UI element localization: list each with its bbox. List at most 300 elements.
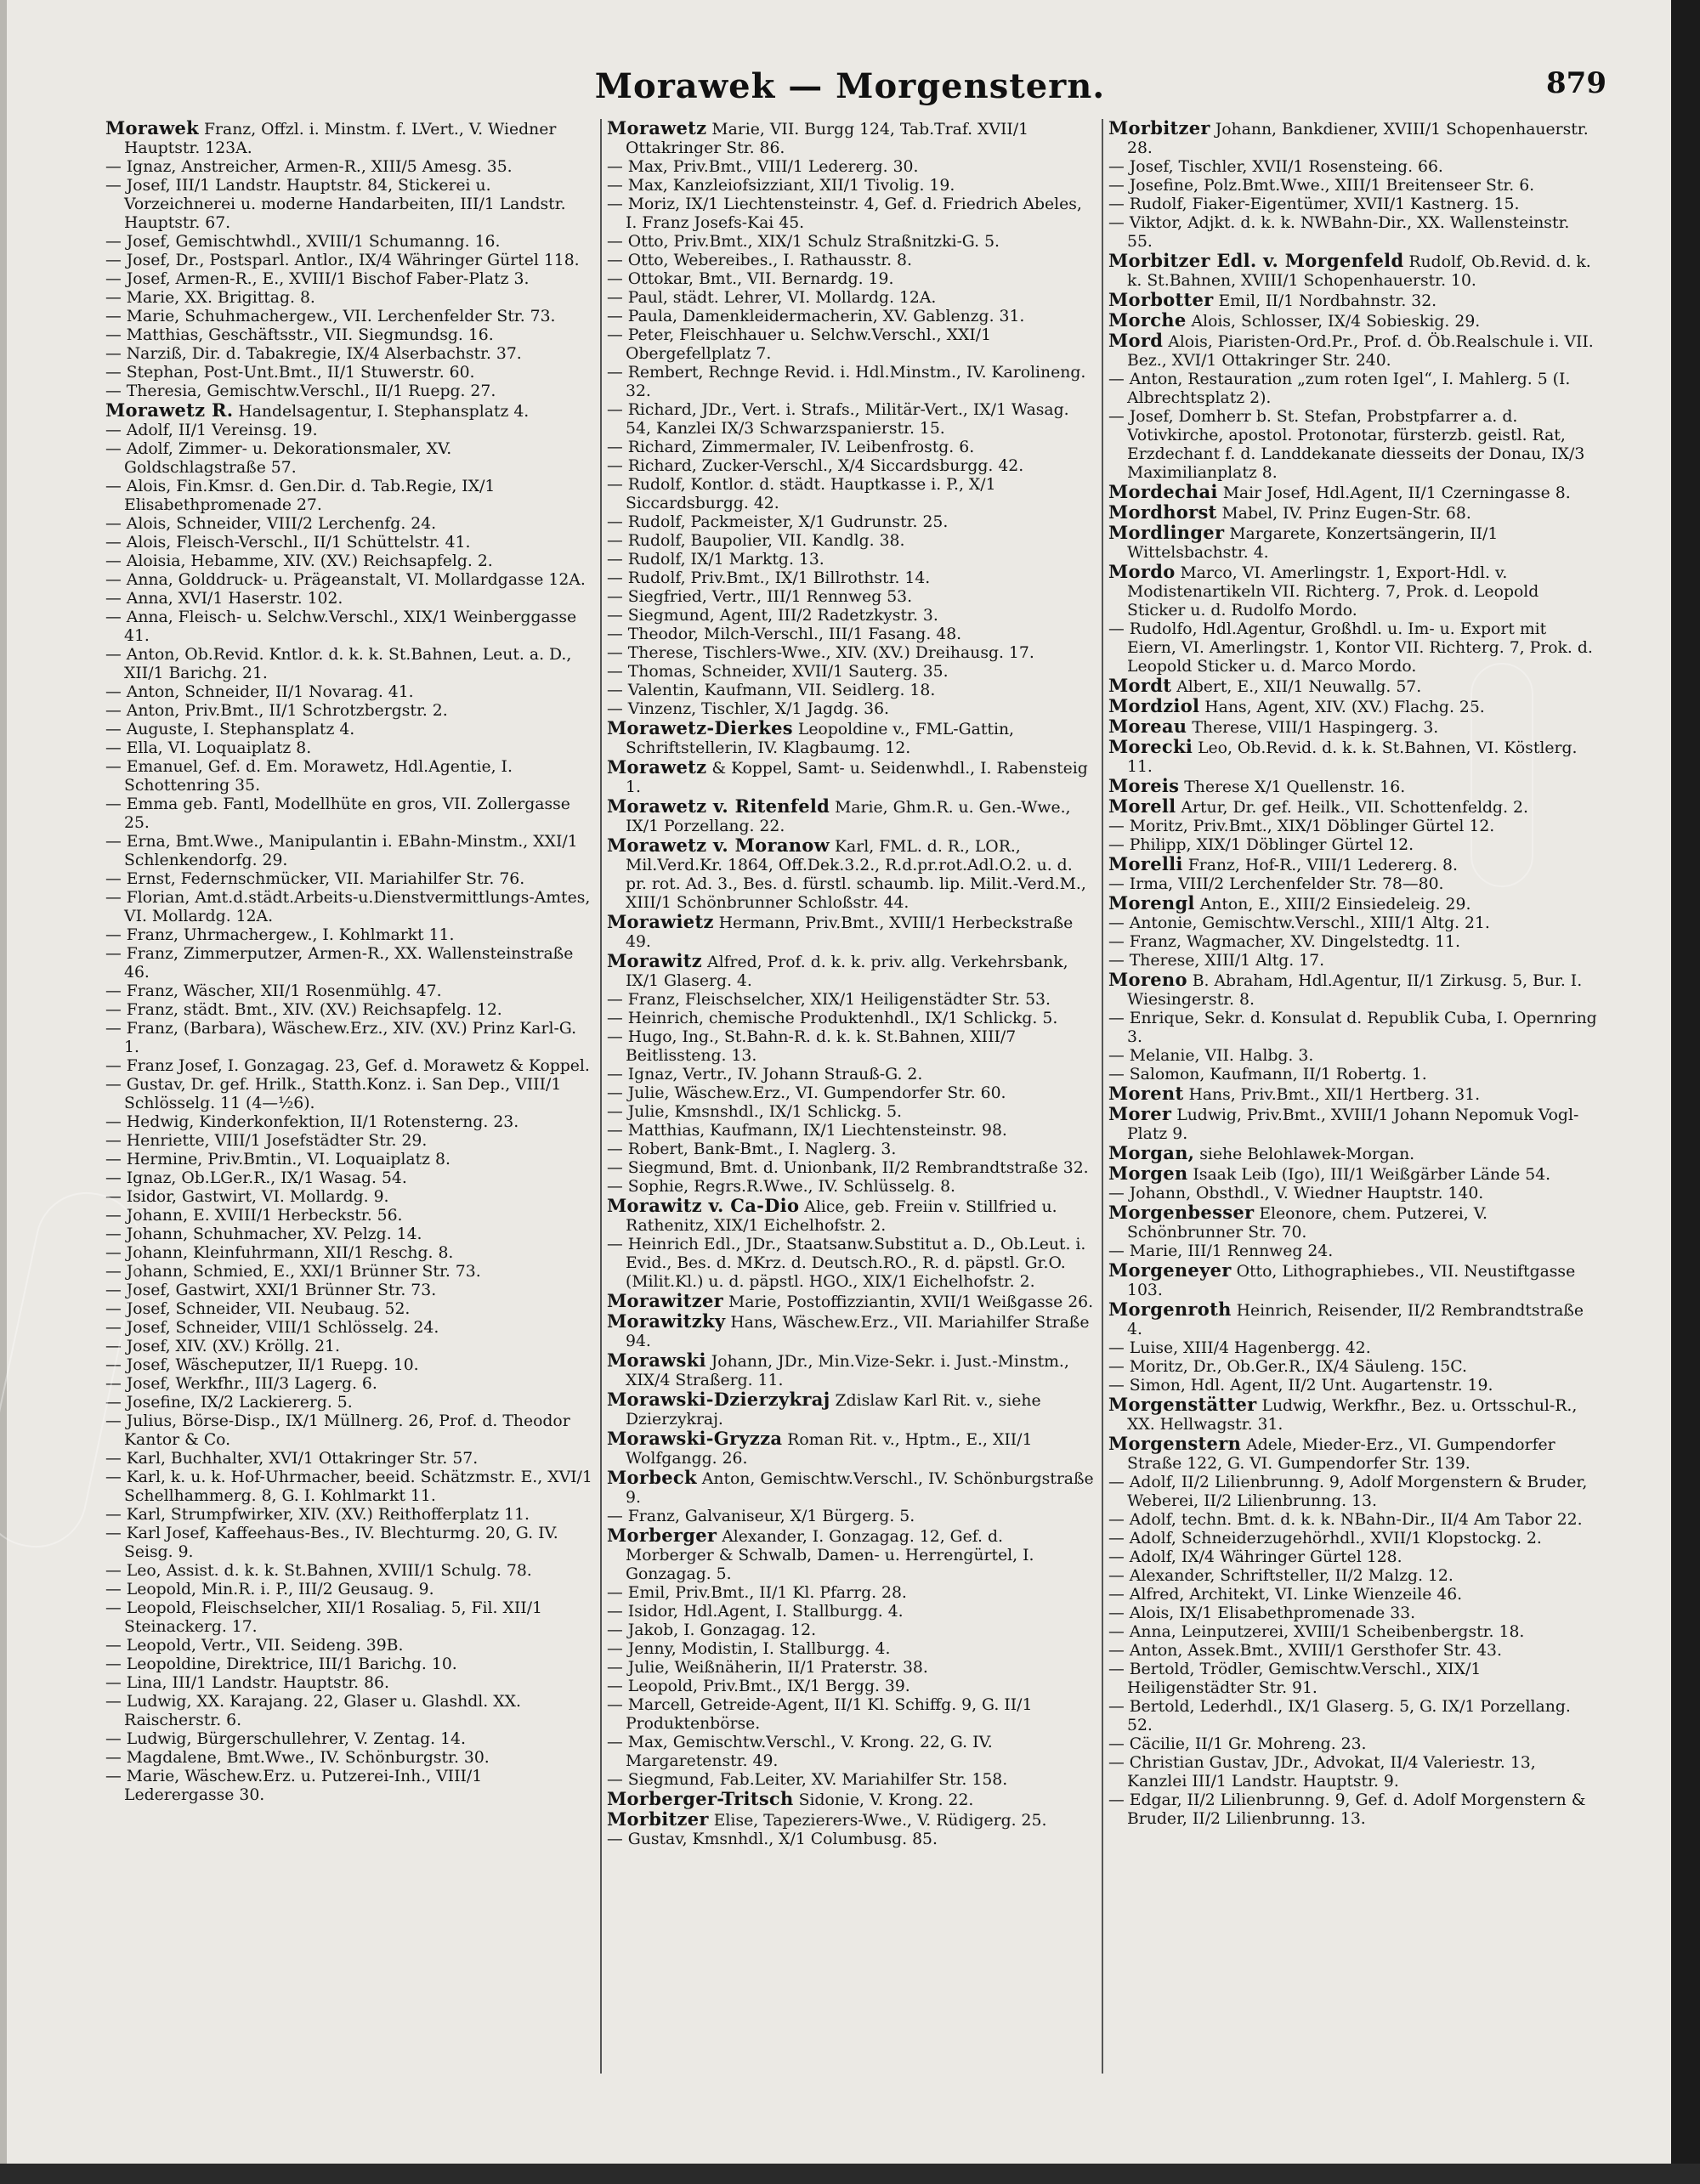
entry-surname: Morawetz v. Moranow xyxy=(607,835,830,856)
directory-entry xyxy=(105,702,593,721)
directory-entry xyxy=(1108,331,1598,371)
entry-surname: Morawski-Gryzza xyxy=(607,1428,783,1449)
entry-text: — Aloisia, Hebamme, XIV. (XV.) Reichsapfelg. 2. xyxy=(105,552,493,570)
scan-bottom-edge xyxy=(0,2164,1700,2184)
entry-text: — Siegfried, Vertr., III/1 Rennweg 53. xyxy=(607,588,913,606)
entry-surname: Morgenstätter xyxy=(1108,1394,1257,1415)
directory-entry xyxy=(105,739,593,758)
entry-text: — Karl Josef, Kaffeehaus-Bes., IV. Blechturmg. 20, G. IV. Seisg. 9. xyxy=(105,1525,558,1561)
entry-text: Marco, VI. Amerlingstr. 1, Export-Hdl. v. Modistenartikeln VII. Richterg. 7, Prok. d. Leopold Sticker u. d. Rudolfo Mordo. xyxy=(1127,564,1539,620)
directory-entry xyxy=(607,195,1095,233)
directory-entry xyxy=(1108,970,1598,1010)
entry-text: — Moritz, Priv.Bmt., XIX/1 Döblinger Gürtel 12. xyxy=(1108,818,1495,835)
entry-text: — Marie, III/1 Rennweg 24. xyxy=(1108,1242,1334,1260)
column-2 xyxy=(602,119,1103,2074)
entry-text: — Karl, k. u. k. Hof-Uhrmacher, beeid. Schätzmstr. E., XVI/1 Schellhammerg. 8, G. I. Kohlmarkt 11. xyxy=(105,1468,592,1505)
directory-entry xyxy=(1108,1754,1598,1791)
entry-text: Sidonie, V. Krong. 22. xyxy=(798,1791,974,1809)
entry-text: Hans, Wäschew.Erz., VII. Mariahilfer Straße 94. xyxy=(626,1314,1090,1350)
directory-entry xyxy=(105,158,593,177)
entry-text: Franz, Hof-R., VIII/1 Ledererg. 8. xyxy=(1187,857,1458,874)
directory-entry xyxy=(105,1562,593,1581)
directory-entry xyxy=(105,1244,593,1263)
entry-text: — Josef, Domherr b. St. Stefan, Probstpfarrer a. d. Votivkirche, apostol. Protonotar, fürsterzb. geistl. Rat, Erzdechant f. d. Landdekanate diesseits der Donau, IX/3 Maximilianplatz 8. xyxy=(1108,408,1585,482)
directory-entry xyxy=(607,1810,1095,1830)
directory-entry xyxy=(105,721,593,739)
entry-surname: Morecki xyxy=(1108,736,1193,757)
entry-text: — Therese, Tischlers-Wwe., XIV. (XV.) Dreihausg. 17. xyxy=(607,644,1034,662)
entry-text: — Siegmund, Agent, III/2 Radetzkystr. 3. xyxy=(607,607,938,625)
entry-text: Marie, VII. Burgg 124, Tab.Traf. XVII/1 Ottakringer Str. 86. xyxy=(626,121,1029,157)
entry-text: Alice, geb. Freiin v. Stillfried u. Rathenitz, XIX/1 Eichelhofstr. 2. xyxy=(626,1198,1057,1235)
directory-entry xyxy=(1108,311,1598,331)
directory-entry xyxy=(1108,1339,1598,1358)
entry-surname: Morawetz xyxy=(607,119,707,139)
entry-text: Isaak Leib (Igo), III/1 Weißgärber Lände 54. xyxy=(1193,1166,1551,1184)
directory-entry xyxy=(1108,875,1598,894)
entry-text: Elise, Tapezierers-Wwe., V. Rüdigerg. 25. xyxy=(713,1812,1047,1830)
entry-text: — Christian Gustav, JDr., Advokat, II/4 Valeriestr. 13, Kanzlei III/1 Landstr. Hauptstr. 9. xyxy=(1108,1754,1536,1791)
directory-entry xyxy=(607,1621,1095,1640)
directory-entry xyxy=(607,308,1095,326)
directory-entry xyxy=(105,515,593,534)
entry-surname: Morberger xyxy=(607,1525,717,1546)
directory-entry xyxy=(607,1696,1095,1734)
column-3 xyxy=(1103,119,1605,2074)
directory-entry xyxy=(607,836,1095,913)
entry-text: — Narziß, Dir. d. Tabakregie, IX/4 Alserbachstr. 37. xyxy=(105,345,522,363)
entry-text: — Heinrich, chemische Produktenhdl., IX/1 Schlickg. 5. xyxy=(607,1010,1058,1027)
entry-text: — Adolf, Zimmer- u. Dekorationsmaler, XV. Goldschlagstraße 57. xyxy=(105,440,452,477)
entry-surname: Mord xyxy=(1108,330,1164,351)
directory-entry xyxy=(607,913,1095,952)
entry-text: — Marie, Wäschew.Erz. u. Putzerei-Inh., VIII/1 Lederergasse 30. xyxy=(105,1768,483,1804)
entry-text: — Josef, Schneider, VIII/1 Schlösselg. 24. xyxy=(105,1319,439,1337)
entry-text: — Anton, Priv.Bmt., II/1 Schrotzbergstr. 2. xyxy=(105,702,448,720)
entry-text: — Adolf, Schneiderzugehörhdl., XVII/1 Klopstockg. 2. xyxy=(1108,1530,1542,1547)
directory-entry xyxy=(105,646,593,683)
directory-entry xyxy=(607,1390,1095,1429)
directory-entry xyxy=(607,607,1095,625)
entry-text: — Josef, Werkfhr., III/3 Lagerg. 6. xyxy=(105,1375,377,1393)
directory-entry xyxy=(607,177,1095,195)
entry-text: B. Abraham, Hdl.Agentur, II/1 Zirkusg. 5, Bur. I. Wiesingerstr. 8. xyxy=(1127,972,1583,1009)
entry-text: — Ignaz, Ob.LGer.R., IX/1 Wasag. 54. xyxy=(105,1169,407,1187)
entry-text: — Johann, Kleinfuhrmann, XII/1 Reschg. 8. xyxy=(105,1244,454,1262)
directory-entry xyxy=(105,758,593,795)
entry-text: — Ottokar, Bmt., VII. Bernardg. 19. xyxy=(607,270,894,288)
directory-entry xyxy=(607,1659,1095,1678)
entry-surname: Morawetz R. xyxy=(105,399,234,421)
entry-text: — Isidor, Gastwirt, VI. Mollardg. 9. xyxy=(105,1188,389,1206)
entry-text: — Theresia, Gemischtw.Verschl., II/1 Ruepg. 27. xyxy=(105,382,496,400)
entry-text: — Moritz, Dr., Ob.Ger.R., IX/4 Säuleng. 15C. xyxy=(1108,1358,1467,1376)
entry-text: — Peter, Fleischhauer u. Selchw.Verschl., XXI/1 Obergefellplatz 7. xyxy=(607,326,992,363)
entry-text: — Vinzenz, Tischler, X/1 Jagdg. 36. xyxy=(607,700,890,718)
entry-text: — Philipp, XIX/1 Döblinger Gürtel 12. xyxy=(1108,836,1414,854)
entry-text: — Anna, Leinputzerei, XVIII/1 Scheibenbergstr. 18. xyxy=(1108,1623,1525,1641)
entry-text: — Josefine, IX/2 Lackiererg. 5. xyxy=(105,1394,353,1412)
entry-text: Margarete, Konzertsängerin, II/1 Wittelsbachstr. 4. xyxy=(1127,525,1499,562)
entry-text: — Johann, Schmied, E., XXI/1 Brünner Str. 73. xyxy=(105,1263,481,1281)
entry-text: — Otto, Webereibes., I. Rathausstr. 8. xyxy=(607,252,912,269)
entry-text: Ludwig, Priv.Bmt., XVIII/1 Johann Nepomuk Vogl-Platz 9. xyxy=(1127,1106,1579,1143)
entry-text: — Leopold, Vertr., VII. Seideng. 39B. xyxy=(105,1637,404,1655)
directory-entry xyxy=(1108,195,1598,214)
entry-text: — Karl, Buchhalter, XVI/1 Ottakringer Str. 57. xyxy=(105,1450,479,1468)
entry-text: — Rudolfo, Hdl.Agentur, Großhdl. u. Im- u. Export mit Eiern, VI. Amerlingstr. 1, Kontor VII. Richterg. 7, Prok. d. Leopold Sticker u. d. Marco Mordo. xyxy=(1108,620,1593,676)
entry-text: Emil, II/1 Nordbahnstr. 32. xyxy=(1218,292,1437,310)
directory-entry xyxy=(105,440,593,478)
directory-entry xyxy=(105,1674,593,1693)
directory-entry xyxy=(1108,408,1598,483)
entry-text: — Viktor, Adjkt. d. k. k. NWBahn-Dir., XX. Wallensteinstr. 55. xyxy=(1108,214,1570,251)
directory-entry xyxy=(105,177,593,233)
directory-entry xyxy=(1108,1105,1598,1144)
directory-entry xyxy=(105,1282,593,1300)
page-title: Morawek — Morgenstern. xyxy=(594,66,1106,106)
entry-text: — Rembert, Rechnge Revid. i. Hdl.Minstm., IV. Karolineng. 32. xyxy=(607,364,1086,400)
entry-text: — Heinrich Edl., JDr., Staatsanw.Substitut a. D., Ob.Leut. i. Evid., Bes. d. MKrz. d. Deutsch.RO., R. d. päpstl. Gr.O. (Milit.Kl.) u. d. päpstl. HGO., XIX/1 Eichelhofstr. 2. xyxy=(607,1236,1086,1291)
directory-entry xyxy=(607,1066,1095,1084)
entry-text: Alois, Schlosser, IX/4 Sobieskig. 29. xyxy=(1191,313,1481,331)
directory-entry xyxy=(607,758,1095,797)
entry-text: — Paula, Damenkleidermacherin, XV. Gablenzg. 31. xyxy=(607,308,1025,325)
directory-entry xyxy=(105,1319,593,1338)
entry-text: — Alois, Fleisch-Verschl., II/1 Schüttelstr. 41. xyxy=(105,534,471,552)
directory-entry xyxy=(105,1356,593,1375)
entry-text: — Gustav, Kmsnhdl., X/1 Columbusg. 85. xyxy=(607,1830,938,1848)
directory-entry xyxy=(1108,371,1598,408)
entry-text: — Franz, Wäscher, XII/1 Rosenmühlg. 47. xyxy=(105,982,442,1000)
entry-surname: Moreis xyxy=(1108,775,1180,796)
entry-surname: Morelli xyxy=(1108,853,1183,874)
entry-surname: Morgenstern xyxy=(1108,1433,1242,1454)
entry-text: Zdislaw Karl Rit. v., siehe Dzierzykraj. xyxy=(626,1392,1041,1429)
directory-entry xyxy=(105,1749,593,1768)
directory-entry xyxy=(607,289,1095,308)
directory-entry xyxy=(1108,177,1598,195)
directory-entry xyxy=(105,270,593,289)
entry-text: — Julie, Weißnäherin, II/1 Praterstr. 38. xyxy=(607,1659,928,1677)
directory-entry xyxy=(105,308,593,326)
directory-entry xyxy=(105,833,593,870)
entry-text: Hans, Priv.Bmt., XII/1 Hertberg. 31. xyxy=(1188,1086,1481,1104)
entry-text: — Richard, JDr., Vert. i. Strafs., Militär-Vert., IX/1 Wasag. 54, Kanzlei IX/3 Schwarzspanierstr. 15. xyxy=(607,401,1069,438)
directory-entry xyxy=(1108,1586,1598,1604)
entry-text: Karl, FML. d. R., LOR., Mil.Verd.Kr. 1864, Off.Dek.3.2., R.d.pr.rot.Adl.O.2. u. d. pr. rot. Ad. 3., Bes. d. fürstl. schaumb. lip. Milit.-Verd.M., XIII/1 Schönbrunner Schloßstr. 44. xyxy=(626,838,1086,912)
column-1 xyxy=(100,119,602,2074)
entry-text: Anton, Gemischtw.Verschl., IV. Schönburgstraße 9. xyxy=(626,1470,1094,1507)
entry-text: — Josef, XIV. (XV.) Kröllg. 21. xyxy=(105,1338,340,1355)
directory-entry xyxy=(105,326,593,345)
entry-text: — Johann, Schuhmacher, XV. Pelzg. 14. xyxy=(105,1225,422,1243)
entry-text: — Hedwig, Kinderkonfektion, II/1 Rotensterng. 23. xyxy=(105,1113,519,1131)
directory-entry xyxy=(105,889,593,926)
directory-entry xyxy=(1108,158,1598,177)
directory-entry xyxy=(607,401,1095,438)
directory-entry xyxy=(105,1151,593,1169)
directory-entry xyxy=(1108,1642,1598,1661)
entry-surname: Morgenbesser xyxy=(1108,1202,1255,1223)
directory-entry xyxy=(105,1338,593,1356)
entry-text: — Marie, XX. Brigittag. 8. xyxy=(105,289,315,307)
directory-entry xyxy=(105,1188,593,1207)
entry-text: siehe Belohlawek-Morgan. xyxy=(1199,1146,1415,1163)
directory-entry xyxy=(105,1207,593,1225)
directory-entry xyxy=(607,1771,1095,1790)
entry-text: — Ignaz, Vertr., IV. Johann Strauß-G. 2. xyxy=(607,1066,923,1084)
directory-entry xyxy=(607,438,1095,457)
directory-entry xyxy=(1108,1185,1598,1203)
scan-right-edge xyxy=(1671,0,1700,2184)
entry-text: Mabel, IV. Prinz Eugen-Str. 68. xyxy=(1221,505,1471,523)
entry-text: — Rudolf, IX/1 Marktg. 13. xyxy=(607,551,824,569)
directory-entry xyxy=(607,119,1095,158)
entry-surname: Morberger-Tritsch xyxy=(607,1788,794,1809)
entry-text: — Irma, VIII/2 Lerchenfelder Str. 78—80. xyxy=(1108,875,1444,893)
entry-text: — Erna, Bmt.Wwe., Manipulantin i. EBahn-Minstm., XXI/1 Schlenkendorfg. 29. xyxy=(105,833,578,869)
directory-entry xyxy=(607,270,1095,289)
entry-text: — Theodor, Milch-Verschl., III/1 Fasang. 48. xyxy=(607,625,962,643)
entry-text: — Lina, III/1 Landstr. Hauptstr. 86. xyxy=(105,1674,389,1692)
page-header xyxy=(94,66,1606,117)
entry-text: — Moriz, IX/1 Liechtensteinstr. 4, Gef. d. Friedrich Abeles, I. Franz Josefs-Kai 45. xyxy=(607,195,1082,232)
entry-surname: Morbotter xyxy=(1108,289,1214,310)
directory-entry xyxy=(105,1375,593,1394)
entry-text: Therese, VIII/1 Haspingerg. 3. xyxy=(1192,719,1439,737)
entry-text: — Leopold, Min.R. i. P., III/2 Geusaug. 9. xyxy=(105,1581,434,1598)
directory-entry xyxy=(607,1159,1095,1178)
entry-text: Handelsagentur, I. Stephansplatz 4. xyxy=(238,403,530,421)
entry-text: — Franz, Zimmerputzer, Armen-R., XX. Wallensteinstraße 46. xyxy=(105,945,574,982)
entry-text: — Ludwig, Bürgerschullehrer, V. Zentag. 14. xyxy=(105,1730,466,1748)
directory-entry xyxy=(105,401,593,422)
entry-text: — Richard, Zimmermaler, IV. Leibenfrostg. 6. xyxy=(607,438,975,456)
directory-entry xyxy=(607,1640,1095,1659)
entry-text: Marie, Postoffizziantin, XVII/1 Weißgasse 26. xyxy=(728,1293,1094,1311)
entry-text: Johann, Bankdiener, XVIII/1 Schopenhauerstr. 28. xyxy=(1127,121,1589,157)
directory-entry xyxy=(607,513,1095,532)
directory-entry xyxy=(1108,1164,1598,1185)
entry-text: — Josef, Wäscheputzer, II/1 Ruepg. 10. xyxy=(105,1356,419,1374)
entry-text: — Magdalene, Bmt.Wwe., IV. Schönburgstr. 30. xyxy=(105,1749,490,1767)
directory-entry xyxy=(607,1010,1095,1028)
entry-text: — Gustav, Dr. gef. Hrilk., Statth.Konz. i. San Dep., VIII/1 Schlösselg. 11 (4—½6). xyxy=(105,1076,562,1112)
entry-surname: Moreno xyxy=(1108,969,1187,990)
entry-text: — Josef, Tischler, XVII/1 Rosensteing. 66. xyxy=(1108,158,1443,176)
entry-text: — Hermine, Priv.Bmtin., VI. Loquaiplatz 8. xyxy=(105,1151,450,1168)
directory-entry xyxy=(105,1730,593,1749)
directory-entry xyxy=(607,252,1095,270)
entry-text: — Sophie, Regrs.R.Wwe., IV. Schlüsselg. 8. xyxy=(607,1178,955,1196)
entry-text: — Ignaz, Anstreicher, Armen-R., XIII/5 Amesg. 35. xyxy=(105,158,513,176)
entry-surname: Morche xyxy=(1108,309,1187,331)
directory-entry xyxy=(1108,1604,1598,1623)
entry-text: Alexander, I. Gonzagag. 12, Gef. d. Morberger & Schwalb, Damen- u. Herrengürtel, I. Gonzagag. 5. xyxy=(626,1528,1034,1583)
directory-entry xyxy=(1108,894,1598,914)
directory-entry xyxy=(607,952,1095,991)
directory-entry xyxy=(607,158,1095,177)
directory-entry xyxy=(105,683,593,702)
entry-text: — Alfred, Architekt, VI. Linke Wienzeile 46. xyxy=(1108,1586,1463,1604)
entry-surname: Morgenroth xyxy=(1108,1299,1232,1320)
entry-text: — Rudolf, Priv.Bmt., IX/1 Billrothstr. 14. xyxy=(607,569,931,587)
directory-entry xyxy=(105,422,593,440)
directory-entry xyxy=(1108,1261,1598,1300)
entry-text: — Max, Gemischtw.Verschl., V. Krong. 22, G. IV. Margaretenstr. 49. xyxy=(607,1734,993,1770)
directory-entry xyxy=(1108,1358,1598,1377)
directory-entry xyxy=(1108,1144,1598,1164)
entry-text: — Leopold, Fleischselcher, XII/1 Rosaliag. 5, Fil. XII/1 Steinackerg. 17. xyxy=(105,1599,542,1636)
directory-entry xyxy=(105,1001,593,1020)
entry-surname: Morawetz xyxy=(607,756,707,778)
directory-entry xyxy=(105,1525,593,1562)
entry-surname: Morbitzer Edl. v. Morgenfeld xyxy=(1108,250,1404,271)
directory-entry xyxy=(105,552,593,571)
entry-surname: Morgan, xyxy=(1108,1142,1195,1163)
directory-entry xyxy=(607,569,1095,588)
directory-entry xyxy=(1108,1010,1598,1047)
entry-text: — Cäcilie, II/1 Gr. Mohreng. 23. xyxy=(1108,1735,1367,1753)
entry-text: Therese X/1 Quellenstr. 16. xyxy=(1184,778,1406,796)
directory-entry xyxy=(607,719,1095,758)
directory-entry xyxy=(607,1678,1095,1696)
entry-text: — Bertold, Lederhdl., IX/1 Glaserg. 5, G. IX/1 Porzellang. 52. xyxy=(1108,1698,1571,1734)
directory-entry xyxy=(1108,1474,1598,1511)
entry-text: — Josef, Gemischtwhdl., XVIII/1 Schumanng. 16. xyxy=(105,233,501,251)
entry-surname: Morell xyxy=(1108,795,1176,817)
directory-entry xyxy=(1108,1242,1598,1261)
entry-text: — Therese, XIII/1 Altg. 17. xyxy=(1108,952,1325,970)
directory-entry xyxy=(1108,252,1598,291)
directory-entry xyxy=(105,1468,593,1506)
entry-text: — Anna, Golddruck- u. Prägeanstalt, VI. Mollardgasse 12A. xyxy=(105,571,586,589)
entry-text: Ludwig, Werkfhr., Bez. u. Ortsschul-R., XX. Hellwagstr. 31. xyxy=(1127,1397,1578,1434)
entry-text: Roman Rit. v., Hptm., E., XII/1 Wolfgangg. 26. xyxy=(626,1431,1033,1468)
entry-text: Marie, Ghm.R. u. Gen.-Wwe., IX/1 Porzellang. 22. xyxy=(626,799,1071,835)
entry-text: — Johann, E. XVIII/1 Herbeckstr. 56. xyxy=(105,1207,403,1225)
scan-left-edge xyxy=(0,0,7,2184)
entry-text: — Luise, XIII/4 Hagenbergg. 42. xyxy=(1108,1339,1371,1357)
entry-text: — Anton, Assek.Bmt., XVIII/1 Gersthofer Str. 43. xyxy=(1108,1642,1502,1660)
entry-text: Heinrich, Reisender, II/2 Rembrandtstraße 4. xyxy=(1127,1302,1584,1338)
directory-entry xyxy=(607,797,1095,836)
directory-entry xyxy=(1108,952,1598,970)
entry-surname: Mordechai xyxy=(1108,481,1218,502)
entry-text: — Julie, Wäschew.Erz., VI. Gumpendorfer Str. 60. xyxy=(607,1084,1006,1102)
directory-entry xyxy=(1108,291,1598,311)
directory-entry xyxy=(1108,214,1598,252)
entry-text: — Rudolf, Kontlor. d. städt. Hauptkasse i. P., X/1 Siccardsburgg. 42. xyxy=(607,476,996,512)
directory-entry xyxy=(105,1020,593,1057)
entry-text: — Alois, IX/1 Elisabethpromenade 33. xyxy=(1108,1604,1416,1622)
entry-text: Johann, JDr., Min.Vize-Sekr. i. Just.-Minstm., XIX/4 Straßerg. 11. xyxy=(626,1353,1069,1389)
entry-surname: Morawetz v. Ritenfeld xyxy=(607,795,830,817)
directory-entry xyxy=(1108,1084,1598,1105)
entry-text: — Anna, Fleisch- u. Selchw.Verschl., XIX/1 Weinberggasse 41. xyxy=(105,608,577,645)
directory-entry xyxy=(105,1225,593,1244)
directory-entry xyxy=(607,551,1095,569)
entry-text: — Anna, XVI/1 Haserstr. 102. xyxy=(105,590,343,608)
entry-text: — Bertold, Trödler, Gemischtw.Verschl., XIX/1 Heiligenstädter Str. 91. xyxy=(1108,1661,1482,1697)
directory-entry xyxy=(105,534,593,552)
directory-entry xyxy=(607,1429,1095,1468)
entry-text: — Julie, Kmsnshdl., IX/1 Schlickg. 5. xyxy=(607,1103,903,1121)
entry-text: — Franz, Fleischselcher, XIX/1 Heiligenstädter Str. 53. xyxy=(607,991,1051,1009)
entry-text: — Franz, Uhrmachergew., I. Kohlmarkt 11. xyxy=(105,926,455,944)
directory-entry xyxy=(105,1599,593,1637)
entry-text: Leopoldine v., FML-Gattin, Schriftstellerin, IV. Klagbaumg. 12. xyxy=(626,721,1015,757)
directory-entry xyxy=(607,1178,1095,1197)
entry-text: Franz, Offzl. i. Minstm. f. LVert., V. Wiedner Hauptstr. 123A. xyxy=(124,121,557,157)
entry-text: — Max, Kanzleiofsizziant, XII/1 Tivolig. 19. xyxy=(607,177,955,195)
entry-text: — Ludwig, XX. Karajang. 22, Glaser u. Glashdl. XX. Raischerstr. 6. xyxy=(105,1693,521,1729)
directory-entry xyxy=(105,382,593,401)
entry-surname: Morawetz-Dierkes xyxy=(607,717,793,738)
entry-surname: Morbitzer xyxy=(607,1808,709,1830)
directory-entry xyxy=(105,289,593,308)
entry-text: — Leopoldine, Direktrice, III/1 Barichg. 10. xyxy=(105,1655,457,1673)
entry-surname: Morent xyxy=(1108,1083,1184,1104)
directory-entry xyxy=(1108,933,1598,952)
directory-entry xyxy=(105,1057,593,1076)
directory-entry xyxy=(105,1637,593,1655)
directory-entry xyxy=(105,1113,593,1132)
entry-surname: Morawek xyxy=(105,119,200,139)
directory-entry xyxy=(1108,1434,1598,1474)
directory-entry xyxy=(105,1450,593,1468)
directory-entry xyxy=(1108,563,1598,620)
entry-text: — Simon, Hdl. Agent, II/2 Unt. Augartenstr. 19. xyxy=(1108,1377,1493,1395)
directory-entry xyxy=(1108,1661,1598,1698)
entry-text: — Adolf, II/1 Vereinsg. 19. xyxy=(105,422,318,439)
entry-text: — Siegmund, Bmt. d. Unionbank, II/2 Rembrandtstraße 32. xyxy=(607,1159,1089,1177)
entry-surname: Moreau xyxy=(1108,716,1187,737)
entry-text: — Enrique, Sekr. d. Konsulat d. Republik Cuba, I. Opernring 3. xyxy=(1108,1010,1597,1046)
entry-text: — Josef, III/1 Landstr. Hauptstr. 84, Stickerei u. Vorzeichnerei u. moderne Handarbeiten, III/1 Landstr. Hauptstr. 67. xyxy=(105,177,566,232)
directory-columns xyxy=(100,119,1606,2074)
directory-entry xyxy=(607,1312,1095,1351)
entry-text: — Josef, Armen-R., E., XVIII/1 Bischof Faber-Platz 3. xyxy=(105,270,530,288)
entry-text: — Emanuel, Gef. d. Em. Morawetz, Hdl.Agentie, I. Schottenring 35. xyxy=(105,758,513,795)
entry-text: — Johann, Obsthdl., V. Wiedner Hauptstr. 140. xyxy=(1108,1185,1484,1202)
entry-text: — Josef, Schneider, VII. Neubaug. 52. xyxy=(105,1300,411,1318)
entry-surname: Morawski-Dzierzykraj xyxy=(607,1389,830,1410)
directory-entry xyxy=(105,233,593,252)
entry-text: — Franz, Wagmacher, XV. Dingelstedtg. 11. xyxy=(1108,933,1460,951)
entry-text: Albert, E., XII/1 Neuwallg. 57. xyxy=(1176,678,1422,696)
directory-entry xyxy=(1108,483,1598,503)
entry-text: — Adolf, techn. Bmt. d. k. k. NBahn-Dir., II/4 Am Tabor 22. xyxy=(1108,1511,1583,1529)
directory-entry xyxy=(607,364,1095,401)
directory-entry xyxy=(105,982,593,1001)
directory-entry xyxy=(607,644,1095,663)
entry-text: — Edgar, II/2 Lilienbrunng. 9, Gef. d. Adolf Morgenstern & Bruder, II/2 Lilienbrunng. 13. xyxy=(1108,1791,1586,1828)
entry-text: Eleonore, chem. Putzerei, V. Schönbrunner Str. 70. xyxy=(1127,1205,1488,1242)
entry-text: Rudolf, Ob.Revid. d. k. k. St.Bahnen, XVIII/1 Schopenhauerstr. 10. xyxy=(1127,253,1591,290)
directory-entry xyxy=(607,1734,1095,1771)
directory-entry xyxy=(1108,1735,1598,1754)
directory-entry xyxy=(607,1468,1095,1508)
directory-entry xyxy=(1108,523,1598,563)
directory-entry xyxy=(607,1028,1095,1066)
page-number: 879 xyxy=(1546,66,1606,100)
directory-entry xyxy=(607,682,1095,700)
entry-text: — Leo, Assist. d. k. k. St.Bahnen, XVIII/1 Schulg. 78. xyxy=(105,1562,532,1580)
entry-text: — Alois, Schneider, VIII/2 Lerchenfg. 24. xyxy=(105,515,437,533)
directory-entry xyxy=(105,590,593,608)
